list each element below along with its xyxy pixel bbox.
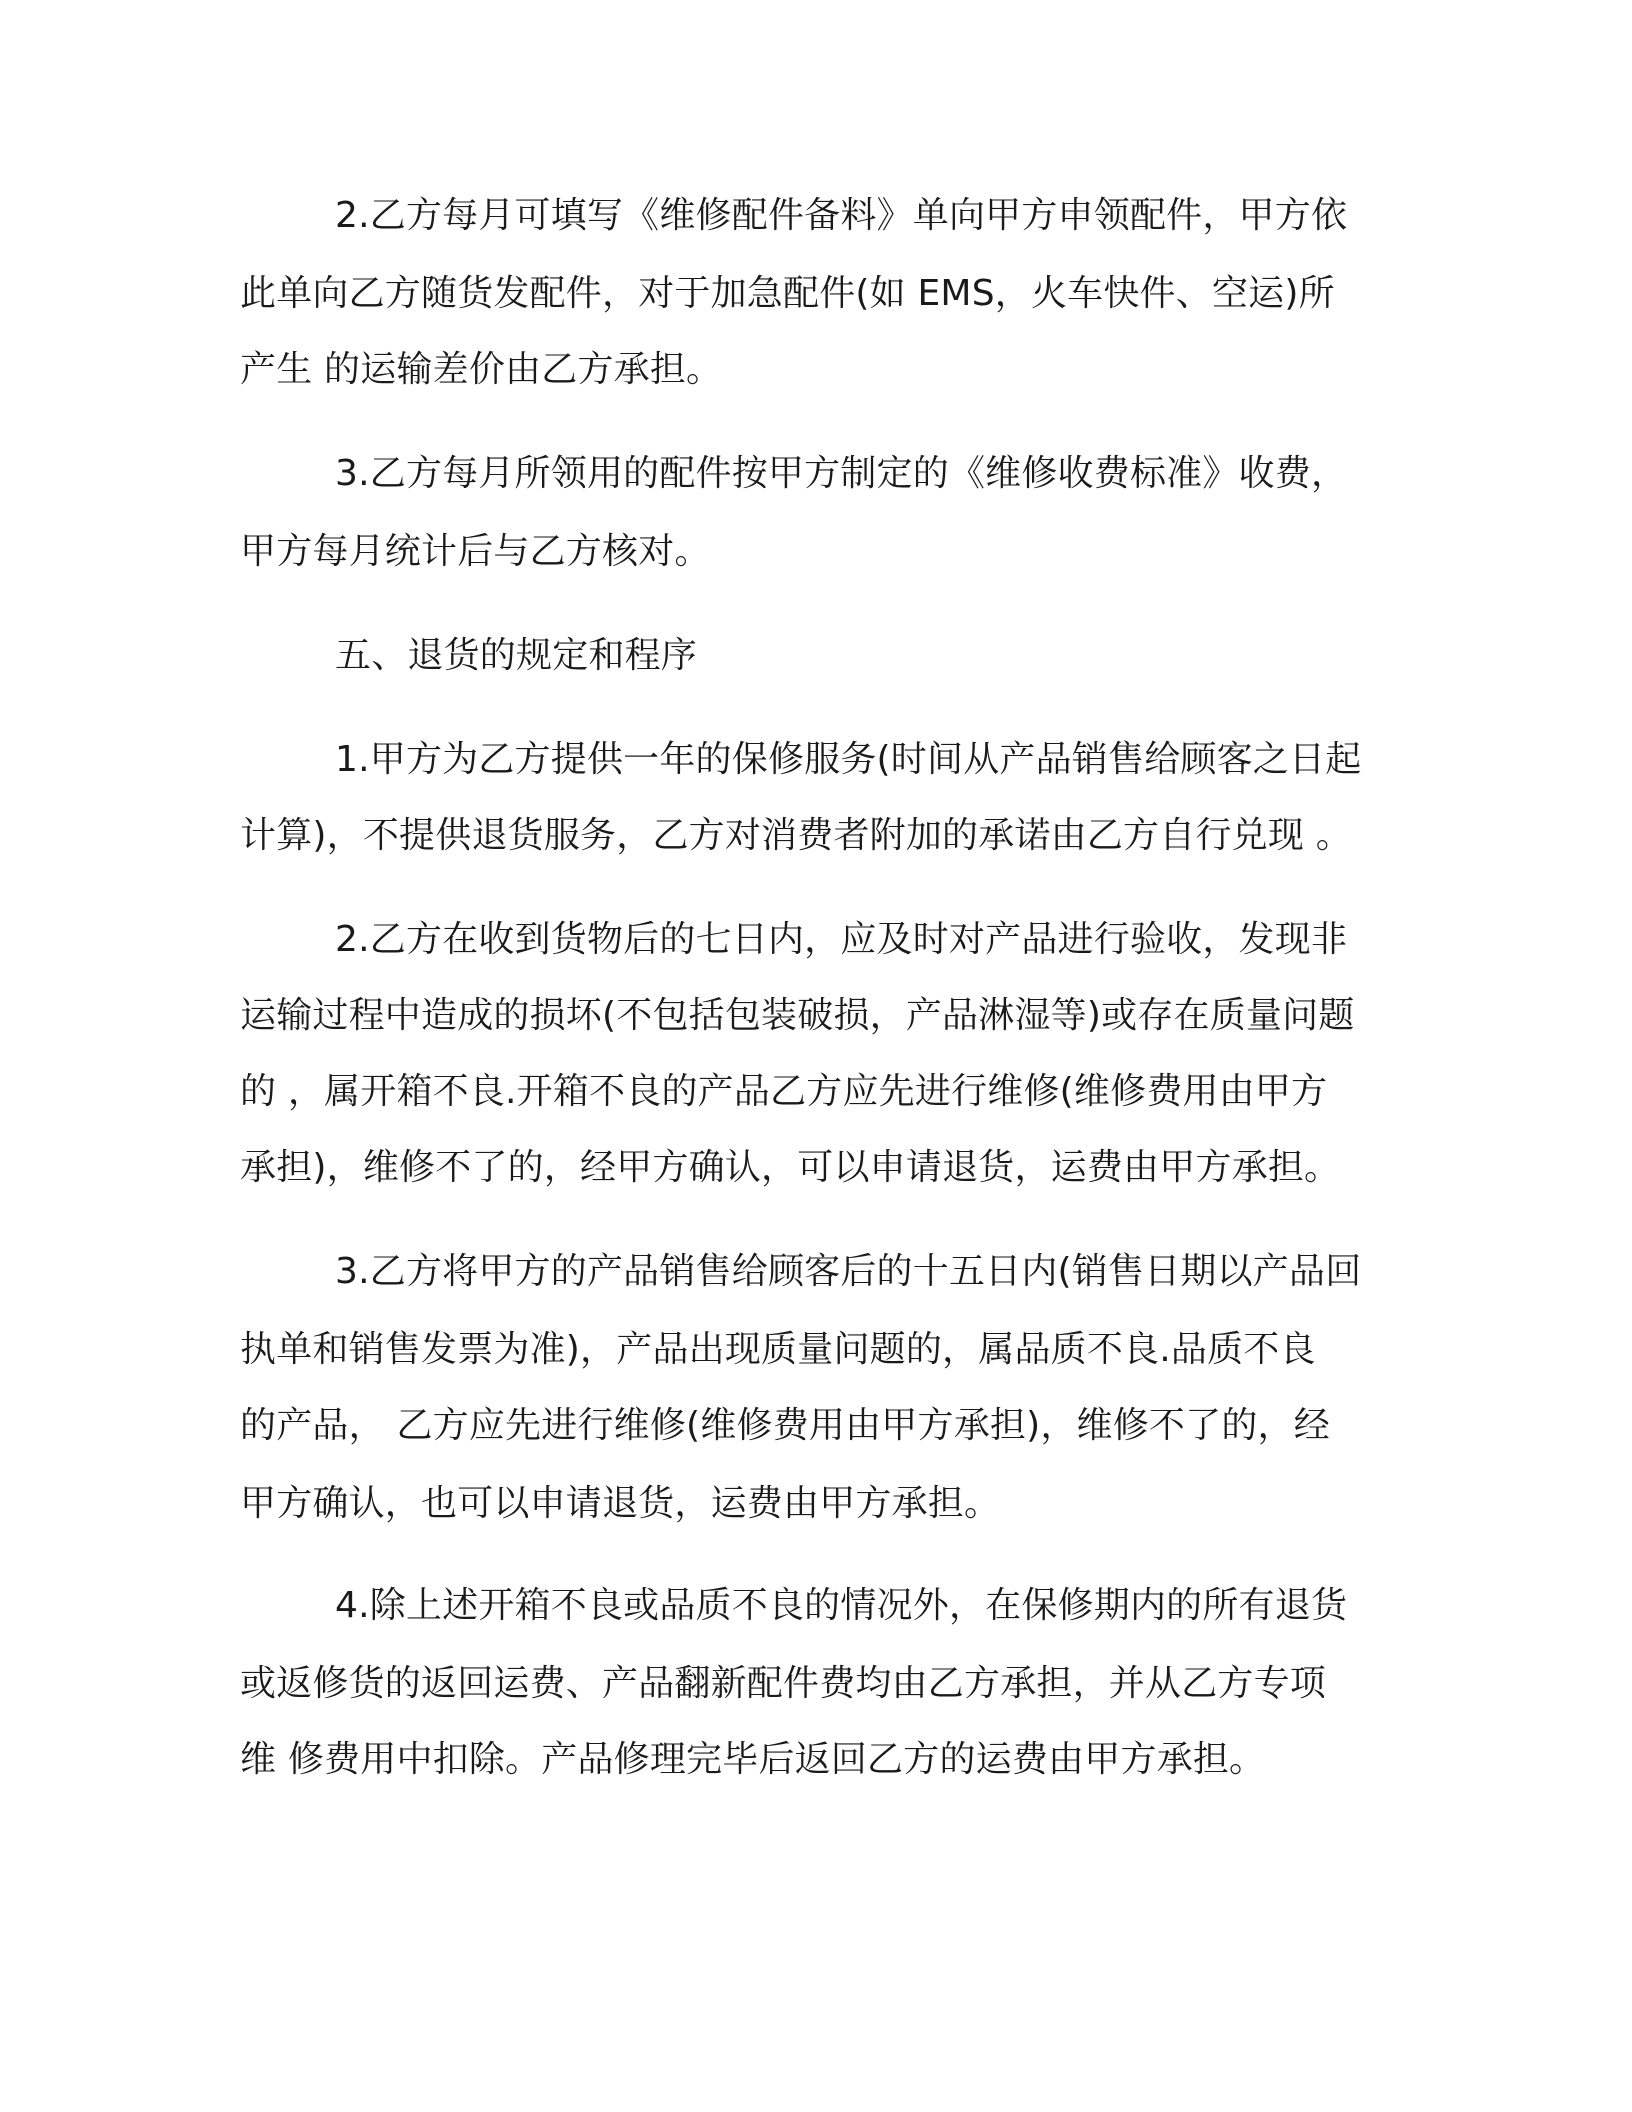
return-item-1-line-2: 计算)，不提供退货服务，乙方对消费者附加的承诺由乙方自行兑现 。: [240, 815, 1352, 856]
return-item-3-line-3: 的产品， 乙方应先进行维修(维修费用由甲方承担)，维修不了的，经: [240, 1405, 1330, 1446]
return-item-1-line-1: 1.甲方为乙方提供一年的保修服务(时间从产品销售给顾客之日起: [335, 739, 1362, 780]
return-item-3-line-4: 甲方确认，也可以申请退货，运费由甲方承担。: [240, 1483, 1001, 1524]
return-item-4-line-3: 维 修费用中扣除。产品修理完毕后返回乙方的运费由甲方承担。: [240, 1739, 1266, 1780]
return-item-2-line-4: 承担)，维修不了的，经甲方确认，可以申请退货，运费由甲方承担。: [240, 1147, 1341, 1188]
return-item-4-line-2: 或返修货的返回运费、产品翻新配件费均由乙方承担，并从乙方专项: [240, 1663, 1327, 1704]
paragraph-3-line-1: 3.乙方每月所领用的配件按甲方制定的《维修收费标准》收费，: [335, 453, 1348, 494]
return-item-3-line-2: 执单和销售发票为准)，产品出现质量问题的，属品质不良.品质不良: [240, 1329, 1316, 1370]
section-heading: 五、退货的规定和程序: [335, 635, 698, 676]
return-item-4-line-1: 4.除上述开箱不良或品质不良的情况外，在保修期内的所有退货: [335, 1585, 1348, 1626]
return-item-2-line-3: 的 ，属开箱不良.开箱不良的产品乙方应先进行维修(维修费用由甲方: [240, 1071, 1328, 1112]
paragraph-3-line-2: 甲方每月统计后与乙方核对。: [240, 531, 711, 572]
return-item-3-line-1: 3.乙方将甲方的产品销售给顾客后的十五日内(销售日期以产品回: [335, 1251, 1362, 1292]
paragraph-2-line-3: 产生 的运输差价由乙方承担。: [240, 349, 723, 390]
return-item-2-line-1: 2.乙方在收到货物后的七日内，应及时对产品进行验收，发现非: [335, 919, 1348, 960]
return-item-2-line-2: 运输过程中造成的损坏(不包括包装破损，产品淋湿等)或存在质量问题: [240, 995, 1355, 1036]
paragraph-2-line-2: 此单向乙方随货发配件，对于加急配件(如 EMS，火车快件、空运)所: [240, 273, 1335, 314]
paragraph-2-line-1: 2.乙方每月可填写《维修配件备料》单向甲方申领配件，甲方依: [335, 195, 1348, 236]
